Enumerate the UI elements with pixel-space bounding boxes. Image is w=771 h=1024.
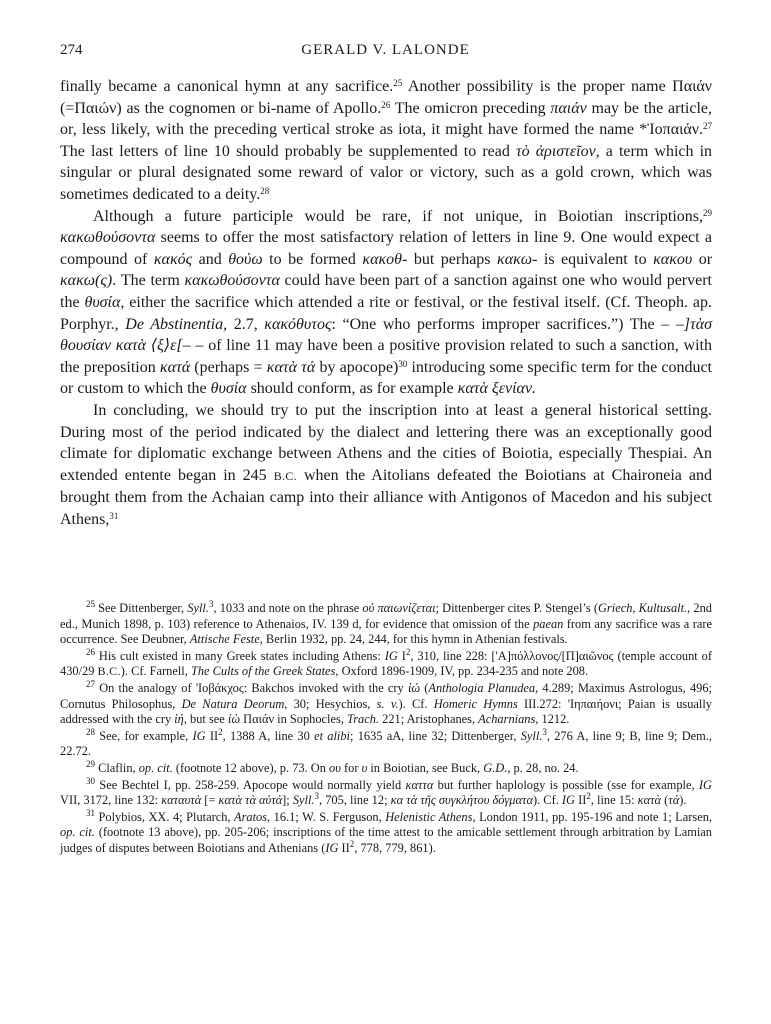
italic-text: The Cults of the Greek States, [190,664,339,679]
footnote [60,678,712,728]
text-run: In concluding, we should try to put the inscription into at least a general historical setting. During most of the period indicated by the dialect and lettering there was an exceptionally good climate for diplomatic exchange between Athens and the cities of Boiotia, especially Thespiai. An extended entente began in 245 [60,401,712,484]
note-ref: 29 [703,207,712,218]
italic-text: et alibi [314,728,350,743]
text-run: in Boiotian, see Buck, [367,760,484,775]
text-run: , either the sacrifice which attended a rite or festival, or the festival itself. (Cf. Theoph. ap. Porphyr., [60,293,713,333]
italic-text: κακός [153,250,193,268]
text-run: Παιάν [672,78,712,95]
text-run: (footnote 12 above), p. 73. On [172,760,330,775]
text-run: II [338,840,350,855]
text-run: introducing some specific term for the conduct or custom to which the [60,358,713,398]
italic-text: κατά [159,358,191,376]
italic-text: παιάν [550,99,587,117]
italic-text: κατὰ ξενίαν. [457,380,537,398]
text-run: II [574,793,587,808]
italic-text: τὸ ἀριστεῖον [515,142,596,160]
note-ref: 3 [542,726,547,737]
small-caps-text: B.C. [97,664,121,679]
note-ref: 2 [586,791,591,802]
italic-text: Helenistic Athens, [385,809,476,824]
note-ref: 28 [86,726,95,737]
note-ref: 30 [86,775,95,786]
text-run: . The term [112,272,185,290]
text-run: to be formed [262,250,363,268]
text-run: : “One who performs improper sacrifices.”) The [331,315,662,333]
text-run: , 276 A, line 9; B, line 9; Dem., 22.72. [60,728,713,759]
text-run: is equivalent to [537,250,654,268]
body-paragraph [60,206,712,400]
italic-text: οὐ παιωνίζεται [362,601,436,615]
italic-text: θυσία [84,293,121,311]
small-caps-text: B.C. [273,468,297,483]
text-run: but further haplology is possible (sse for example, [433,777,699,792]
text-run: ). Cf. [398,696,434,711]
text-run: , 705, line 12; [319,793,391,808]
italic-text: De Natura Deorum, [181,696,288,711]
note-ref: 25 [393,78,403,88]
text-run: or [692,250,713,268]
body-paragraph [60,400,712,531]
italic-text: τά [668,793,680,808]
italic-text: καττα [405,777,434,792]
text-run: , 2nd ed., Munich 1898, p. 103) reference to Athenaios, IV. 139 d, for evidence that omission of the [60,601,712,631]
text-run: (=Παιών) as the cognomen or bi-name of Apollo. [60,99,382,117]
text-run: VII, 3172, line 132: [60,793,162,808]
note-ref: 31 [109,510,119,521]
page-header [60,42,711,64]
text-run: 1212. [538,712,570,727]
text-run: The omicron preceding [390,99,551,117]
italic-text: IG [192,728,206,743]
italic-text: op. cit. [60,825,95,840]
italic-text: κακου [653,250,693,268]
note-ref: 26 [381,99,391,110]
note-ref: 25 [86,599,95,609]
italic-text: κακωθούσοντα [60,229,156,247]
text-run: 30; Hesychios, [287,696,377,711]
italic-text: υ [361,760,368,775]
text-run: ( [420,680,429,695]
italic-text: Syll. [292,793,315,808]
note-ref: 26 [86,646,95,657]
italic-text: Aratos, [234,809,271,824]
text-run: , but see [183,712,228,727]
text-run: London 1911, pp. 195-196 and note 1; Larsen, [475,809,712,824]
note-ref: 29 [86,758,95,769]
text-run: The last letters of line 10 should probably be supplemented to read [60,142,516,160]
text-run: (footnote 13 above), pp. 205-206; inscriptions of the time attest to the amicable settlement through arbitration by Lamian judges of disputes between Boiotians and Athenians ( [60,825,713,855]
page-number: 274 [60,42,83,58]
italic-text: κακω- [497,250,538,268]
italic-text: ἰώ [407,680,421,695]
italic-text: Attische Feste [189,632,260,647]
text-run: ). Cf. Farnell, [120,664,191,679]
footnotes [60,601,712,858]
text-run: by apocope) [315,358,399,376]
text-run: and [192,250,229,268]
italic-text: De Abstinentia, [125,315,228,333]
text-run: ). Cf. [532,793,562,808]
italic-text: G.D. [483,760,508,775]
italic-text: κακωθούσοντα [184,272,280,290]
italic-text: op. cit. [138,760,173,775]
body-paragraph [60,76,712,206]
italic-text: s. v. [376,696,399,711]
text-run: His cult existed in many Greek states including Athens: [95,648,385,663]
note-ref: 27 [86,678,95,689]
italic-text: ἰὼ [227,712,241,727]
footnote [60,775,712,809]
text-run: ). [679,793,687,808]
text-run: seems to offer the most satisfactory relation of letters in line 9. One would expect a compound of [60,229,712,268]
note-ref: 2 [405,646,411,657]
italic-text: Acharnians, [478,712,539,727]
italic-text: IG [561,793,575,808]
note-ref: 31 [86,807,95,818]
text-run: I [397,648,406,663]
italic-text: paean [533,616,564,631]
text-run: , 1033 and note on the phrase [213,601,363,615]
italic-text: κατὰ [637,793,662,808]
text-run: of line 11 may have been a positive provision related to such a sanction, with the preposition [60,337,713,376]
note-ref: 27 [703,121,712,132]
running-title: GERALD V. LALONDE [301,42,470,58]
text-run: , Berlin 1932, pp. 24, 244, for this hymn in Athenian festivals. [259,632,568,647]
text-run: ( [661,793,669,808]
text-run: Oxford 1896-1909, IV, pp. 234-235 and note 208. [338,664,589,679]
text-run: ]; [282,793,293,808]
italic-text: Homeric Hymns [433,696,518,711]
text-run: Polybios, XX. 4; Plutarch, [95,809,235,824]
text-run: 2.7, [227,315,265,333]
note-ref: 3 [314,791,320,802]
text-run: ; Dittenberger cites P. Stengel’s ( [435,601,598,615]
footnote [60,807,713,857]
text-run: II [205,728,219,743]
text-run: 221; Aristophanes, [379,712,479,727]
text-run: could have been part of a sanction against one who would pervert the [60,272,713,311]
italic-text: καταυτὰ [161,793,202,808]
text-run: Another possibility is the proper name [402,78,673,95]
italic-text: κακω(ς) [60,272,113,290]
text-run: , p. 28, no. 24. [507,760,579,775]
text-run: III.272: 'Ιηπαιήονι; Paian is usually addressed with the cry [60,696,712,727]
text-run: ; 1635 aA, line 32; Dittenberger, [350,728,521,743]
italic-text: IG [325,840,339,855]
italic-text: κακοθ- [362,250,408,268]
italic-text: Syll. [520,728,543,743]
italic-text: κατὰ τὰ αὐτά [218,793,283,808]
text-run: [= [201,793,219,808]
text-run: finally became a canonical hymn at any sacrifice. [60,78,394,95]
italic-text: Anthologia Planudea, [428,680,539,695]
italic-text: IG [698,777,712,792]
text-run: from any sacrifice was a rare occurrence. See Deubner, [60,616,712,647]
text-run: may be the article, or, less likely, with the preceding vertical stroke as iota, it might have formed the name *Ἰοπαιάν. [60,99,712,139]
italic-text: Trach. [347,712,380,727]
text-run: , 778, 779, 861). [354,840,436,855]
text-run: Although a future participle would be rare, if not unique, in Boiotian inscriptions, [93,207,703,225]
text-run: when the Aitolians defeated the Boiotians at Chaironeia and brought them from the Achaian camp into their alliance with Antigonos of Macedon and his subject Athens, [60,466,713,528]
text-run: , a term which in singular or plural designated some reward of valor or victory, such as a gold crown, which was sometimes dedicated to a deity. [60,142,713,203]
text-run: See Bechtel I, pp. 258-259. Apocope would normally yield [95,777,406,792]
text-run: , 1388 A, line 30 [222,728,315,743]
text-run: Παιάν in Sophocles, [240,712,348,727]
note-ref: 2 [218,726,223,737]
footnote [60,726,713,760]
text-run: 4.289; Maximus Astrologus, 496; Cornutus Philosophus, [60,680,712,711]
text-run: for [340,760,362,775]
italic-text: κα τὰ τῆς συγκλήτου δόγματα [390,793,533,808]
italic-text: IG [384,648,398,663]
text-run: but perhaps [407,250,498,268]
text-run: See, for example, [95,728,193,743]
footnote [60,646,712,680]
note-ref: 28 [260,185,270,196]
text-run: On the analogy of 'Ιοβάκχος: Bakchos invoked with the cry [95,680,408,695]
text-run: 16.1; W. S. Ferguson, [270,809,386,824]
note-ref: 3 [208,599,214,609]
footnote [60,758,712,777]
text-run: , line 15: [590,793,638,808]
note-ref: 2 [349,838,355,849]
italic-text: – –]τὰσ θουσίαν κατὰ ⟨ξ⟩ε[– – [60,315,713,355]
text-run: , 310, line 228: ['Α]πόλλονος/[Π]αιῶνος (temple account of 430/29 [60,648,712,679]
text-run: (perhaps = [190,358,267,376]
text-run: should conform, as for example [246,380,458,398]
italic-text: ἰή [174,712,184,727]
italic-text: Griech, Kultusalt. [597,601,688,615]
text-run: See Dittenberger, [95,601,188,615]
italic-text: θούω [228,250,263,268]
italic-text: Syll. [187,601,209,615]
italic-text: κατὰ τά [266,358,316,376]
italic-text: θυσία [210,380,247,398]
italic-text: κακόθυτος [264,315,332,333]
text-run: Claflin, [95,760,139,775]
footnote [60,601,712,648]
main-text [60,76,712,530]
italic-text: ου [329,760,341,775]
note-ref: 30 [398,358,408,369]
